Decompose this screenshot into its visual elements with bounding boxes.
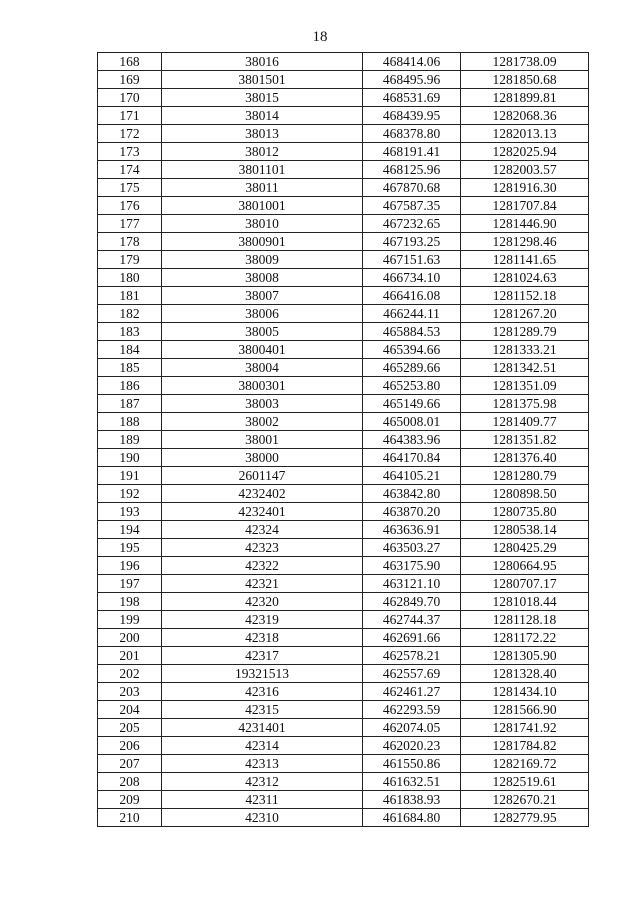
point-id-cell: 4232401 [162,503,363,521]
y-coordinate-cell: 1281289.79 [461,323,589,341]
point-id-cell: 3800901 [162,233,363,251]
row-number-cell: 200 [98,629,162,647]
x-coordinate-cell: 462744.37 [363,611,461,629]
table-row [98,179,589,197]
x-coordinate-cell: 468531.69 [363,89,461,107]
y-coordinate-cell: 1281375.98 [461,395,589,413]
row-number-cell: 168 [98,53,162,71]
row-number-cell: 173 [98,143,162,161]
point-id-cell: 42317 [162,647,363,665]
point-id-cell: 38011 [162,179,363,197]
row-number-cell: 172 [98,125,162,143]
row-number-cell: 176 [98,197,162,215]
y-coordinate-cell: 1281738.09 [461,53,589,71]
point-id-cell: 38013 [162,125,363,143]
y-coordinate-cell: 1280735.80 [461,503,589,521]
x-coordinate-cell: 464383.96 [363,431,461,449]
x-coordinate-cell: 461550.86 [363,755,461,773]
row-number-cell: 179 [98,251,162,269]
table-row [98,539,589,557]
y-coordinate-cell: 1282169.72 [461,755,589,773]
row-number-cell: 209 [98,791,162,809]
table-row [98,557,589,575]
point-id-cell: 42311 [162,791,363,809]
table-row [98,575,589,593]
row-number-cell: 198 [98,593,162,611]
y-coordinate-cell: 1281566.90 [461,701,589,719]
row-number-cell: 180 [98,269,162,287]
x-coordinate-cell: 464170.84 [363,449,461,467]
row-number-cell: 178 [98,233,162,251]
y-coordinate-cell: 1280425.29 [461,539,589,557]
point-id-cell: 3800301 [162,377,363,395]
x-coordinate-cell: 463175.90 [363,557,461,575]
x-coordinate-cell: 465149.66 [363,395,461,413]
point-id-cell: 38001 [162,431,363,449]
y-coordinate-cell: 1281850.68 [461,71,589,89]
point-id-cell: 42310 [162,809,363,827]
x-coordinate-cell: 461632.51 [363,773,461,791]
x-coordinate-cell: 462293.59 [363,701,461,719]
table-row [98,611,589,629]
row-number-cell: 171 [98,107,162,125]
table-row [98,377,589,395]
row-number-cell: 192 [98,485,162,503]
y-coordinate-cell: 1281280.79 [461,467,589,485]
table-row [98,215,589,233]
row-number-cell: 169 [98,71,162,89]
row-number-cell: 181 [98,287,162,305]
table-row [98,647,589,665]
point-id-cell: 42324 [162,521,363,539]
point-id-cell: 3801001 [162,197,363,215]
row-number-cell: 193 [98,503,162,521]
point-id-cell: 38014 [162,107,363,125]
y-coordinate-cell: 1282025.94 [461,143,589,161]
row-number-cell: 196 [98,557,162,575]
y-coordinate-cell: 1281152.18 [461,287,589,305]
table-row [98,755,589,773]
table-row [98,503,589,521]
point-id-cell: 38002 [162,413,363,431]
row-number-cell: 170 [98,89,162,107]
table-row [98,737,589,755]
row-number-cell: 185 [98,359,162,377]
row-number-cell: 201 [98,647,162,665]
point-id-cell: 42313 [162,755,363,773]
point-id-cell: 38005 [162,323,363,341]
table-row [98,395,589,413]
y-coordinate-cell: 1281342.51 [461,359,589,377]
row-number-cell: 207 [98,755,162,773]
x-coordinate-cell: 462849.70 [363,593,461,611]
row-number-cell: 177 [98,215,162,233]
table-row [98,413,589,431]
table-row [98,665,589,683]
point-id-cell: 42320 [162,593,363,611]
point-id-cell: 42323 [162,539,363,557]
row-number-cell: 187 [98,395,162,413]
y-coordinate-cell: 1281899.81 [461,89,589,107]
row-number-cell: 195 [98,539,162,557]
y-coordinate-cell: 1281351.82 [461,431,589,449]
table-row [98,89,589,107]
table-row [98,593,589,611]
x-coordinate-cell: 467151.63 [363,251,461,269]
y-coordinate-cell: 1282068.36 [461,107,589,125]
y-coordinate-cell: 1282013.13 [461,125,589,143]
x-coordinate-cell: 462578.21 [363,647,461,665]
y-coordinate-cell: 1281351.09 [461,377,589,395]
y-coordinate-cell: 1282003.57 [461,161,589,179]
point-id-cell: 38008 [162,269,363,287]
y-coordinate-cell: 1281376.40 [461,449,589,467]
x-coordinate-cell: 463121.10 [363,575,461,593]
y-coordinate-cell: 1281784.82 [461,737,589,755]
table-row [98,809,589,827]
row-number-cell: 191 [98,467,162,485]
x-coordinate-cell: 466416.08 [363,287,461,305]
x-coordinate-cell: 468439.95 [363,107,461,125]
y-coordinate-cell: 1280538.14 [461,521,589,539]
row-number-cell: 199 [98,611,162,629]
x-coordinate-cell: 465008.01 [363,413,461,431]
y-coordinate-cell: 1281434.10 [461,683,589,701]
y-coordinate-cell: 1281298.46 [461,233,589,251]
point-id-cell: 38016 [162,53,363,71]
row-number-cell: 206 [98,737,162,755]
y-coordinate-cell: 1281446.90 [461,215,589,233]
table-row [98,341,589,359]
table-row [98,791,589,809]
point-id-cell: 3801101 [162,161,363,179]
point-id-cell: 4231401 [162,719,363,737]
x-coordinate-cell: 462557.69 [363,665,461,683]
table-row [98,143,589,161]
row-number-cell: 188 [98,413,162,431]
x-coordinate-cell: 468378.80 [363,125,461,143]
table-row [98,359,589,377]
point-id-cell: 38000 [162,449,363,467]
x-coordinate-cell: 467587.35 [363,197,461,215]
point-id-cell: 38004 [162,359,363,377]
x-coordinate-cell: 462074.05 [363,719,461,737]
row-number-cell: 203 [98,683,162,701]
x-coordinate-cell: 465253.80 [363,377,461,395]
point-id-cell: 4232402 [162,485,363,503]
row-number-cell: 194 [98,521,162,539]
x-coordinate-cell: 461838.93 [363,791,461,809]
x-coordinate-cell: 463503.27 [363,539,461,557]
point-id-cell: 42316 [162,683,363,701]
point-id-cell: 42314 [162,737,363,755]
point-id-cell: 42318 [162,629,363,647]
row-number-cell: 189 [98,431,162,449]
point-id-cell: 19321513 [162,665,363,683]
y-coordinate-cell: 1281741.92 [461,719,589,737]
point-id-cell: 3801501 [162,71,363,89]
point-id-cell: 42312 [162,773,363,791]
y-coordinate-cell: 1281707.84 [461,197,589,215]
table-row [98,773,589,791]
y-coordinate-cell: 1281141.65 [461,251,589,269]
row-number-cell: 190 [98,449,162,467]
y-coordinate-cell: 1280707.17 [461,575,589,593]
table-row [98,53,589,71]
point-id-cell: 38007 [162,287,363,305]
y-coordinate-cell: 1281409.77 [461,413,589,431]
point-id-cell: 42319 [162,611,363,629]
point-id-cell: 42322 [162,557,363,575]
point-id-cell: 38009 [162,251,363,269]
y-coordinate-cell: 1281024.63 [461,269,589,287]
table-row [98,485,589,503]
point-id-cell: 3800401 [162,341,363,359]
x-coordinate-cell: 464105.21 [363,467,461,485]
row-number-cell: 183 [98,323,162,341]
table-row [98,161,589,179]
row-number-cell: 197 [98,575,162,593]
row-number-cell: 174 [98,161,162,179]
point-id-cell: 2601147 [162,467,363,485]
table-row [98,521,589,539]
y-coordinate-cell: 1281128.18 [461,611,589,629]
x-coordinate-cell: 462691.66 [363,629,461,647]
table-row [98,305,589,323]
row-number-cell: 186 [98,377,162,395]
y-coordinate-cell: 1280898.50 [461,485,589,503]
row-number-cell: 182 [98,305,162,323]
row-number-cell: 184 [98,341,162,359]
table-row [98,431,589,449]
point-id-cell: 38012 [162,143,363,161]
y-coordinate-cell: 1281333.21 [461,341,589,359]
y-coordinate-cell: 1281305.90 [461,647,589,665]
table-row [98,197,589,215]
x-coordinate-cell: 461684.80 [363,809,461,827]
row-number-cell: 208 [98,773,162,791]
y-coordinate-cell: 1281172.22 [461,629,589,647]
point-id-cell: 42321 [162,575,363,593]
y-coordinate-cell: 1282779.95 [461,809,589,827]
x-coordinate-cell: 468414.06 [363,53,461,71]
x-coordinate-cell: 465884.53 [363,323,461,341]
point-id-cell: 38003 [162,395,363,413]
table-row [98,719,589,737]
y-coordinate-cell: 1281916.30 [461,179,589,197]
point-id-cell: 38015 [162,89,363,107]
x-coordinate-cell: 463870.20 [363,503,461,521]
y-coordinate-cell: 1282670.21 [461,791,589,809]
x-coordinate-cell: 466244.11 [363,305,461,323]
table-row [98,269,589,287]
table-row [98,449,589,467]
table-row [98,233,589,251]
table-row [98,323,589,341]
x-coordinate-cell: 465394.66 [363,341,461,359]
point-id-cell: 38006 [162,305,363,323]
table-row [98,287,589,305]
coordinates-table [97,52,589,827]
y-coordinate-cell: 1281267.20 [461,305,589,323]
table-row [98,683,589,701]
row-number-cell: 205 [98,719,162,737]
table-row [98,629,589,647]
x-coordinate-cell: 468191.41 [363,143,461,161]
x-coordinate-cell: 462020.23 [363,737,461,755]
x-coordinate-cell: 463842.80 [363,485,461,503]
table-body [98,53,589,827]
table-row [98,251,589,269]
row-number-cell: 210 [98,809,162,827]
x-coordinate-cell: 465289.66 [363,359,461,377]
table-row [98,107,589,125]
point-id-cell: 38010 [162,215,363,233]
row-number-cell: 202 [98,665,162,683]
x-coordinate-cell: 467193.25 [363,233,461,251]
x-coordinate-cell: 468495.96 [363,71,461,89]
x-coordinate-cell: 462461.27 [363,683,461,701]
y-coordinate-cell: 1282519.61 [461,773,589,791]
row-number-cell: 175 [98,179,162,197]
y-coordinate-cell: 1281328.40 [461,665,589,683]
x-coordinate-cell: 466734.10 [363,269,461,287]
x-coordinate-cell: 467232.65 [363,215,461,233]
x-coordinate-cell: 467870.68 [363,179,461,197]
y-coordinate-cell: 1281018.44 [461,593,589,611]
table-row [98,125,589,143]
x-coordinate-cell: 463636.91 [363,521,461,539]
page-number: 18 [312,29,328,45]
table-row [98,71,589,89]
table-row [98,701,589,719]
table-row [98,467,589,485]
y-coordinate-cell: 1280664.95 [461,557,589,575]
x-coordinate-cell: 468125.96 [363,161,461,179]
row-number-cell: 204 [98,701,162,719]
point-id-cell: 42315 [162,701,363,719]
